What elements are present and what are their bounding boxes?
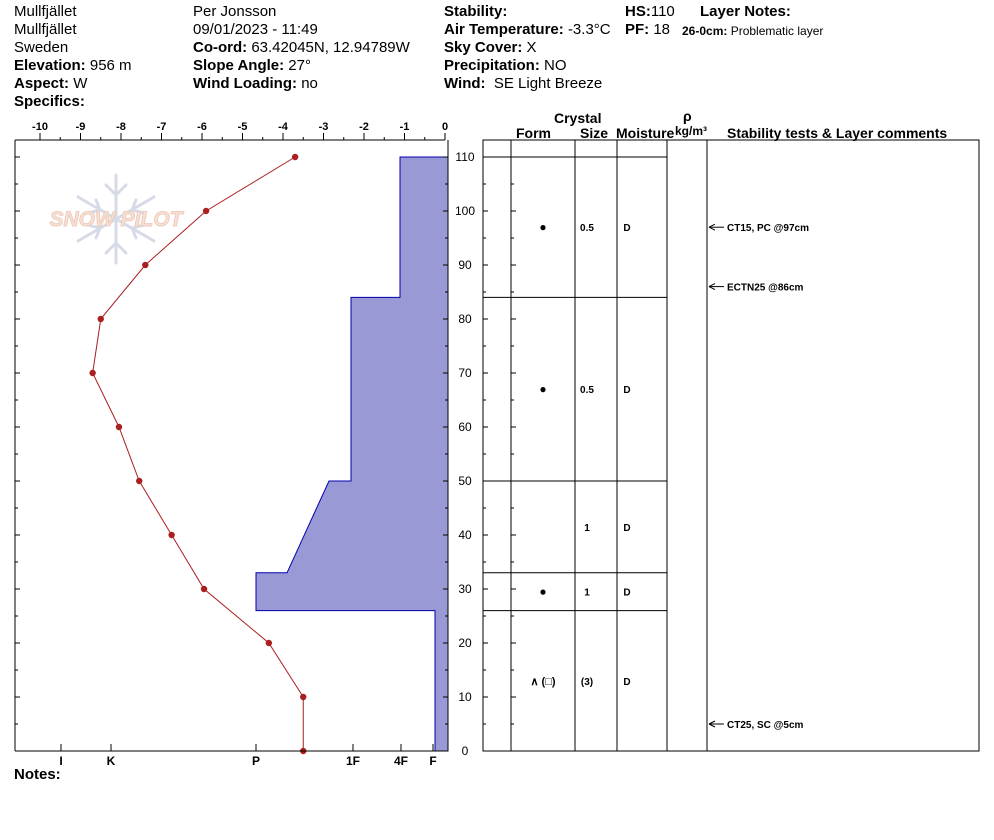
height-tick-label: 0 (461, 744, 469, 758)
temperature-point (300, 694, 306, 700)
height-tick-label: 80 (458, 312, 472, 326)
moisture-header: Moisture (616, 125, 675, 141)
air-temp-value: -3.3°C (567, 21, 611, 38)
temperature-point (136, 478, 142, 484)
temp-tick-label: -6 (197, 121, 207, 133)
temperature-point (98, 316, 104, 322)
form-header: Form (516, 125, 551, 141)
layer-note-range: 26-0cm: (682, 24, 728, 38)
stability-label: Stability: (444, 3, 508, 20)
stability-test-label: CT25, SC @5cm (727, 720, 804, 731)
layer-moisture: D (623, 522, 631, 534)
temperature-point (168, 532, 174, 538)
hs-label: HS: (625, 3, 651, 20)
hardness-tick-label: F (429, 754, 437, 768)
temp-tick-label: -4 (278, 121, 288, 133)
height-tick-label: 10 (458, 690, 472, 704)
snow-pilot-watermark (50, 175, 185, 263)
temp-tick-label: -1 (399, 121, 410, 133)
height-axis-right (443, 140, 475, 758)
elevation-value: 956 m (89, 57, 132, 74)
temperature-point (201, 586, 207, 592)
wind-label: Wind: (444, 75, 486, 92)
stability-tests (709, 223, 809, 731)
slope-label: Slope Angle: (193, 57, 285, 74)
wind-loading-label: Wind Loading: (193, 75, 298, 92)
coord-value: 63.42045N, 12.94789W (251, 39, 410, 56)
observer-name: Per Jonsson (193, 3, 277, 20)
height-tick-label: 40 (458, 528, 472, 542)
hardness-tick-label: K (106, 754, 116, 768)
temperature-points (89, 154, 306, 754)
height-tick-label: 100 (454, 204, 476, 218)
temperature-point (292, 154, 298, 160)
location-region: Mullfjället (14, 21, 77, 38)
height-tick-label: 50 (458, 474, 472, 488)
sky-cover-value: X (526, 39, 537, 56)
stability-test-label: ECTN25 @86cm (727, 282, 804, 294)
wind-loading-value: no (301, 75, 318, 92)
temp-tick-label: -5 (237, 121, 248, 133)
layer-size: 0.5 (580, 385, 594, 397)
air-temp-label: Air Temperature: (444, 21, 564, 38)
height-tick-label: 70 (458, 366, 472, 380)
layer-moisture: D (623, 676, 631, 688)
layer-size: 1 (584, 587, 590, 599)
stability-tests-header: Stability tests & Layer comments (727, 125, 948, 141)
height-tick-label: 110 (455, 150, 475, 164)
height-tick-label: 30 (458, 582, 472, 596)
temp-tick-label: 0 (441, 121, 449, 133)
temperature-point (89, 370, 95, 376)
pf-label: PF: (625, 21, 650, 38)
layer-moisture: D (623, 223, 631, 235)
layer-form: ● (539, 584, 547, 599)
temp-tick-label: -2 (359, 121, 369, 133)
observation-datetime: 09/01/2023 - 11:49 (193, 21, 318, 38)
temperature-point (203, 208, 209, 214)
notes-label: Notes: (14, 766, 61, 783)
crystal-header: Crystal (554, 110, 602, 126)
sky-cover-label: Sky Cover: (444, 39, 523, 56)
density-symbol: ρ (683, 108, 692, 124)
layer-form: ∧ (□) (530, 675, 556, 688)
temp-tick-label: -9 (75, 121, 86, 133)
precipitation-label: Precipitation: (444, 57, 540, 74)
temperature-point (116, 424, 122, 430)
temp-tick-label: -8 (116, 121, 126, 133)
hs-value: 110 (650, 3, 675, 20)
height-tick-label: 60 (458, 420, 472, 434)
height-tick-label: 20 (458, 636, 472, 650)
location-name: Mullfjället (14, 3, 77, 20)
layer-size: 1 (584, 522, 590, 534)
pf-value: 18 (653, 21, 671, 38)
size-header: Size (580, 125, 609, 141)
wind-value: SE Light Breeze (493, 75, 603, 92)
stability-test-label: CT15, PC @97cm (727, 223, 810, 235)
watermark-text: SNOW PILOT (49, 208, 183, 231)
layer-notes-label: Layer Notes: (700, 3, 791, 20)
layer-form: ● (539, 382, 547, 397)
height-tick-label: 90 (458, 258, 472, 272)
hardness-tick-label: 4F (393, 754, 409, 768)
coord-label: Co-ord: (193, 39, 248, 56)
temp-tick-label: -3 (318, 121, 329, 133)
specifics-label: Specifics: (14, 93, 85, 110)
hardness-tick-label: P (251, 754, 261, 768)
temperature-point (266, 640, 272, 646)
hardness-axis (15, 744, 448, 768)
layer-size: 0.5 (580, 223, 594, 235)
density-unit: kg/m³ (675, 124, 708, 138)
temp-tick-label: -7 (156, 121, 167, 133)
precipitation-value: NO (544, 57, 567, 74)
hardness-tick-label: I (59, 754, 63, 768)
temp-tick-label: -10 (32, 121, 48, 133)
elevation-label: Elevation: (14, 57, 86, 74)
slope-value: 27° (288, 57, 311, 74)
layer-moisture: D (623, 385, 631, 397)
hardness-tick-label: 1F (345, 754, 361, 768)
aspect-value: W (73, 75, 88, 92)
temperature-point (142, 262, 148, 268)
layer-moisture: D (623, 587, 631, 599)
layer-note-text: Problematic layer (730, 24, 824, 38)
temperature-line (93, 157, 304, 751)
hardness-profile (256, 157, 448, 751)
temperature-axis (15, 121, 448, 140)
location-country: Sweden (14, 39, 69, 56)
aspect-label: Aspect: (14, 75, 70, 92)
layer-size: (3) (580, 676, 594, 688)
layer-form: ● (539, 220, 547, 235)
